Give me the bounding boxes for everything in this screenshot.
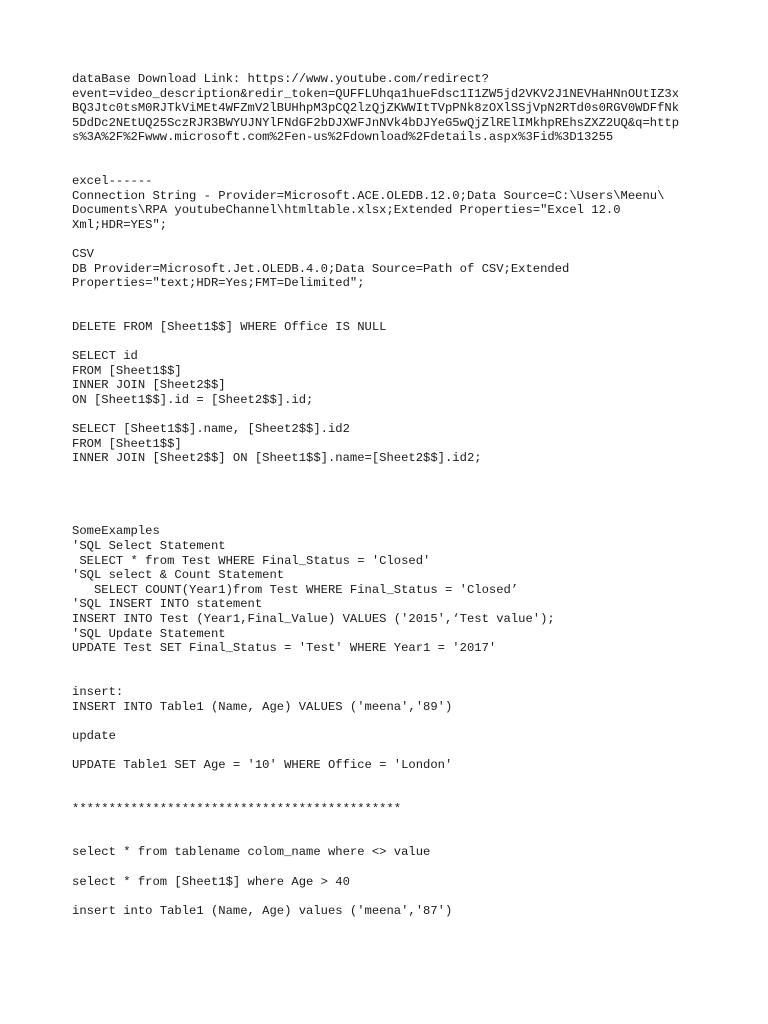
excel-connection-string: Xml;HDR=YES"; (72, 217, 168, 232)
sql-join-query-2: INNER JOIN [Sheet2$$] ON [Sheet1$$].name=[Sheet2$$].id2; (72, 451, 482, 466)
examples-heading: SomeExamples (72, 524, 160, 539)
sql-join-query: SELECT id (72, 349, 138, 364)
csv-connection-string: Properties="text;HDR=Yes;FMT=Delimited"; (72, 276, 365, 291)
sql-select-example: select * from tablename colom_name where <> value (72, 845, 431, 860)
sql-join-query: ON [Sheet1$$].id = [Sheet2$$].id; (72, 393, 314, 408)
sql-update-statement: UPDATE Table1 SET Age = '10' WHERE Office = 'London' (72, 757, 453, 772)
sql-comment: 'SQL select & Count Statement (72, 568, 285, 583)
excel-heading: excel------ (72, 174, 153, 189)
sql-statement: SELECT COUNT(Year1)from Test WHERE Final_Status = 'Closed’ (72, 582, 519, 597)
insert-heading: insert: (72, 684, 124, 699)
sql-statement: SELECT * from Test WHERE Final_Status = 'Closed' (72, 553, 431, 568)
download-link-url: event=video_description&redir_token=QUFFLUhqa1hueFdsc1I1ZW5jd2VKV2J1NEVHaHNnOUtIZ3x (72, 86, 680, 101)
asterisk-separator: ********************************************* (72, 801, 402, 816)
download-link-url: 5DdDc2NEtUQ25SczRJR3BWYUJNYlFNdGF2bDJXWFJnNVk4bDJYeG5wQjZlRElIMkhpREhsZXZ2UQ&q=http (72, 115, 680, 130)
excel-connection-string: Documents\RPA youtubeChannel\htmltable.xlsx;Extended Properties="Excel 12.0 (72, 203, 621, 218)
download-link-label: dataBase Download Link: https://www.youtube.com/redirect? (72, 72, 489, 86)
sql-statement: INSERT INTO Test (Year1,Final_Value) VALUES ('2015',‘Test value'); (72, 611, 555, 626)
sql-join-query-2: SELECT [Sheet1$$].name, [Sheet2$$].id2 (72, 422, 350, 437)
csv-connection-string: DB Provider=Microsoft.Jet.OLEDB.4.0;Data Source=Path of CSV;Extended (72, 261, 570, 276)
sql-select-example: select * from [Sheet1$] where Age > 40 (72, 874, 350, 889)
sql-insert-statement: INSERT INTO Table1 (Name, Age) VALUES ('meena','89') (72, 699, 453, 714)
download-link-url: BQ3Jtc0tsM0RJTkViMEt4WFZmV2lBUHhpM3pCQ2lzQjZKWWItTVpPNk8zOXlSSjVpN2RTd0s0RGV0WDFfNk (72, 101, 680, 116)
sql-join-query-2: FROM [Sheet1$$] (72, 436, 182, 451)
update-heading: update (72, 728, 116, 743)
sql-comment: 'SQL Update Statement (72, 626, 226, 641)
sql-comment: 'SQL Select Statement (72, 539, 226, 554)
csv-heading: CSV (72, 247, 94, 262)
download-link-url: s%3A%2F%2Fwww.microsoft.com%2Fen-us%2Fdownload%2Fdetails.aspx%3Fid%3D13255 (72, 130, 614, 145)
document-page (72, 72, 712, 918)
sql-delete-statement: DELETE FROM [Sheet1$$] WHERE Office IS NULL (72, 320, 387, 335)
excel-connection-string: Connection String - Provider=Microsoft.ACE.OLEDB.12.0;Data Source=C:\Users\Meenu\ (72, 188, 665, 203)
sql-insert-example: insert into Table1 (Name, Age) values ('meena','87') (72, 903, 453, 918)
sql-join-query: FROM [Sheet1$$] (72, 363, 182, 378)
sql-statement: UPDATE Test SET Final_Status = 'Test' WHERE Year1 = '2017' (72, 641, 497, 656)
sql-comment: 'SQL INSERT INTO statement (72, 597, 263, 612)
sql-join-query: INNER JOIN [Sheet2$$] (72, 378, 226, 393)
